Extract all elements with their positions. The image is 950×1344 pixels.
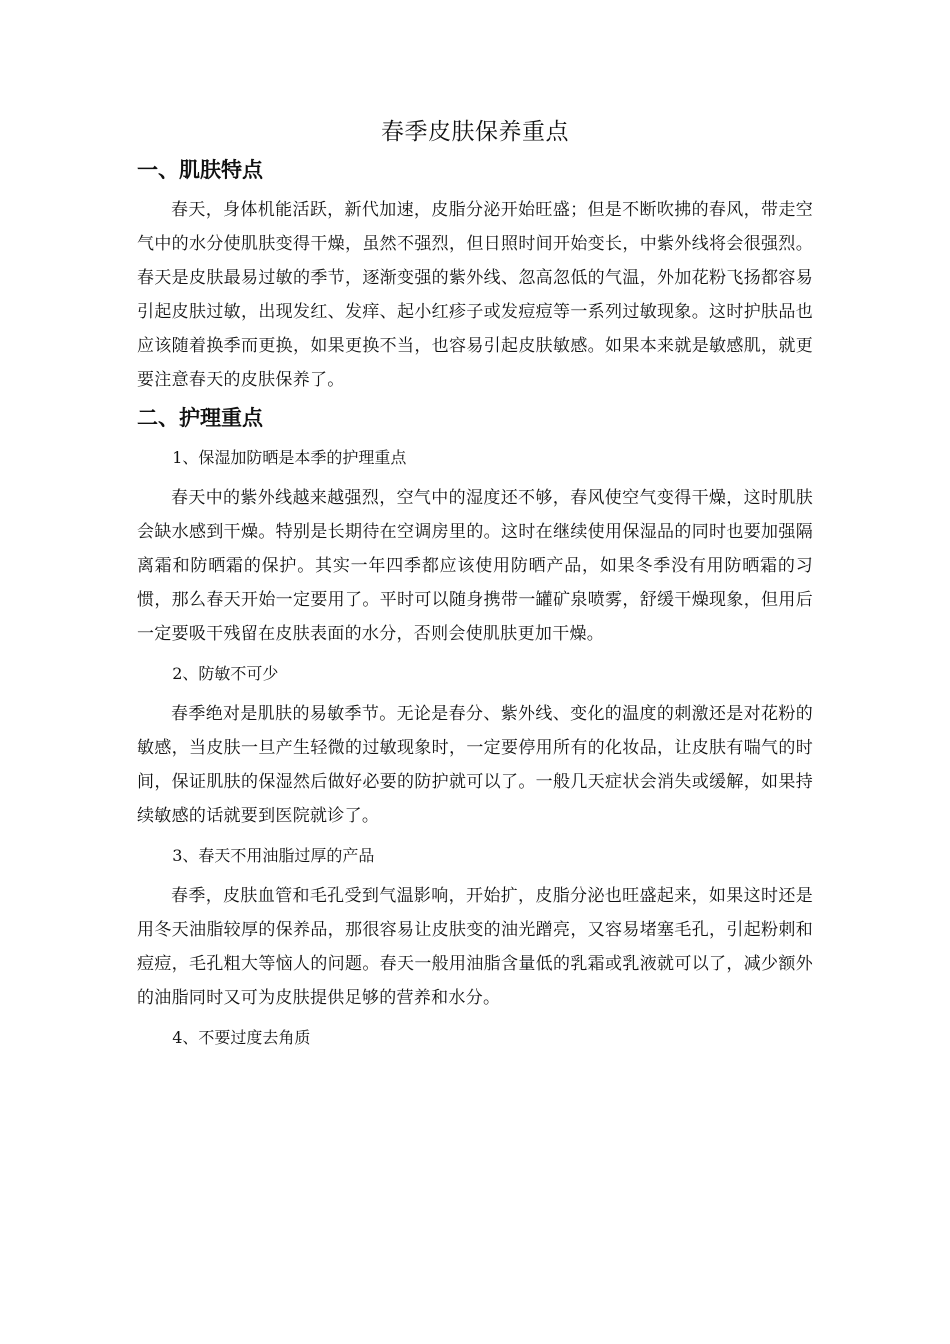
paragraph-moisture-sunscreen: 春天中的紫外线越来越强烈，空气中的湿度还不够，春风使空气变得干燥，这时肌肤会缺水感到干燥。特别是长期待在空调房里的。这时在继续使用保湿品的同时也要加强隔离霜和防晒霜的保护。其实一年四季都应该使用防晒产品，如果冬季没有用防晒霜的习惯，那么春天开始一定要用了。平时可以随身携带一罐矿泉喷雾，舒缓干燥现象，但用后一定要吸干残留在皮肤表面的水分，否则会使肌肤更加干燥。 (137, 488, 813, 644)
document-title: 春季皮肤保养重点 (381, 119, 569, 145)
section-heading-skin-traits: 一、肌肤特点 (137, 158, 263, 182)
subheading-avoid-heavy-oil: 3、春天不用油脂过厚的产品 (172, 846, 375, 865)
subheading-anti-allergy: 2、防敏不可少 (172, 664, 279, 683)
section-paragraph-skin-traits: 春天，身体机能活跃，新代加速，皮脂分泌开始旺盛；但是不断吹拂的春风，带走空气中的水分使肌肤变得干燥，虽然不强烈，但日照时间开始变长，中紫外线将会很强烈。春天是皮肤最易过敏的季节，逐渐变强的紫外线、忽高忽低的气温，外加花粉飞扬都容易引起皮肤过敏，出现发红、发痒、起小红疹子或发痘痘等一系列过敏现象。这时护肤品也应该随着换季而更换，如果更换不当，也容易引起皮肤敏感。如果本来就是敏感肌，就更要注意春天的皮肤保养了。 (137, 200, 813, 390)
subheading-exfoliation: 4、不要过度去角质 (172, 1028, 311, 1047)
section-heading-care-points: 二、护理重点 (137, 406, 263, 430)
subheading-moisture-sunscreen: 1、保湿加防晒是本季的护理重点 (172, 448, 407, 467)
paragraph-anti-allergy: 春季绝对是肌肤的易敏季节。无论是春分、紫外线、变化的温度的刺激还是对花粉的敏感，当皮肤一旦产生轻微的过敏现象时，一定要停用所有的化妆品，让皮肤有喘气的时间，保证肌肤的保湿然后做好必要的防护就可以了。一般几天症状会消失或缓解，如果持续敏感的话就要到医院就诊了。 (137, 704, 813, 826)
paragraph-avoid-heavy-oil: 春季，皮肤血管和毛孔受到气温影响，开始扩，皮脂分泌也旺盛起来，如果这时还是用冬天油脂较厚的保养品，那很容易让皮肤变的油光蹭亮，又容易堵塞毛孔，引起粉刺和痘痘，毛孔粗大等恼人的问题。春天一般用油脂含量低的乳霜或乳液就可以了，减少额外的油脂同时又可为皮肤提供足够的营养和水分。 (137, 886, 813, 1008)
